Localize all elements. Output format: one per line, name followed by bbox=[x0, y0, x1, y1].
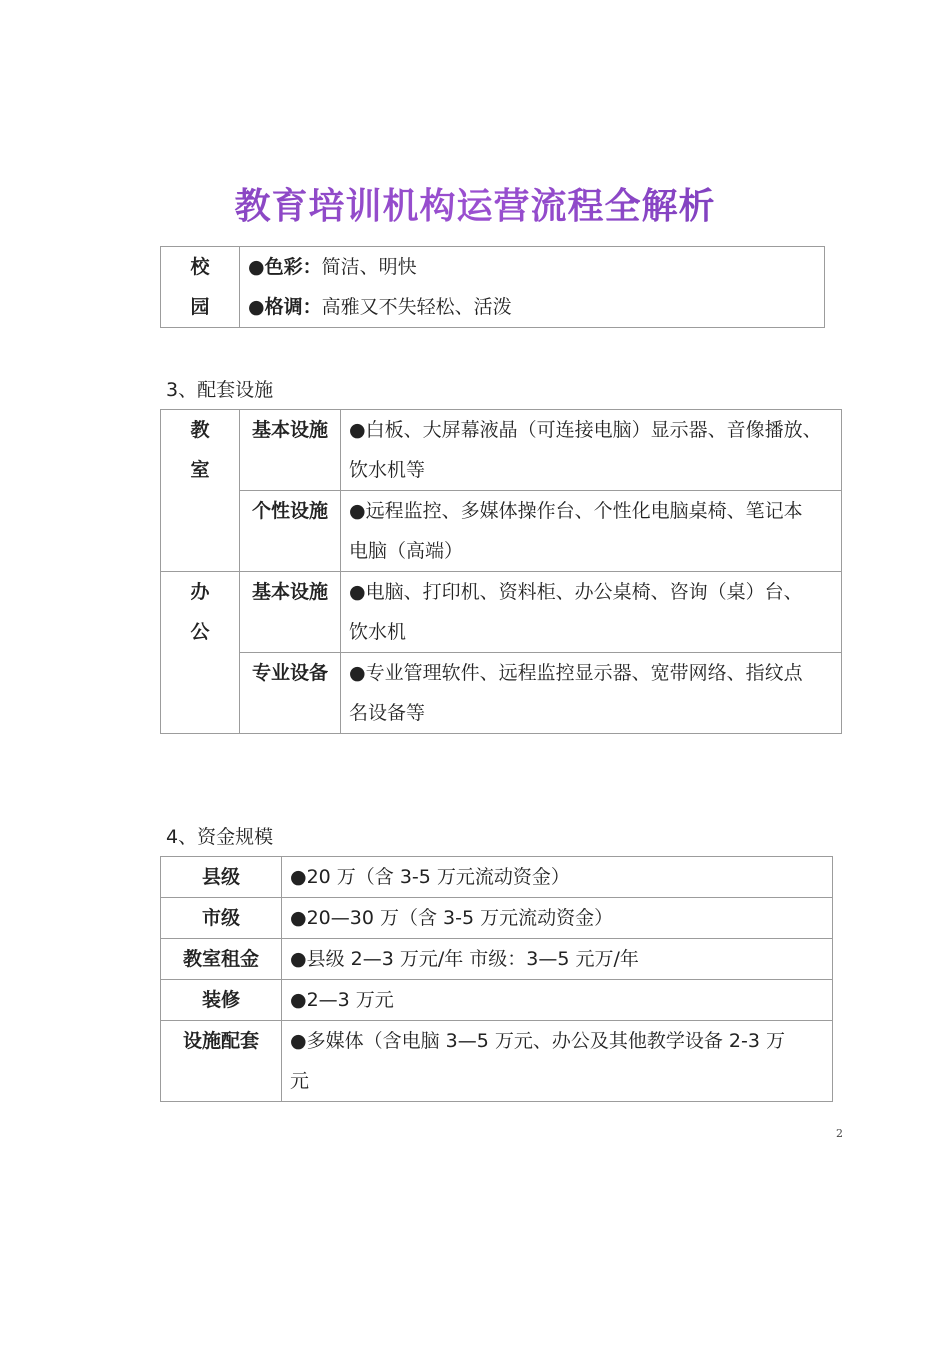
facilities-table bbox=[160, 409, 842, 734]
list-item bbox=[248, 247, 816, 287]
list-item bbox=[248, 287, 816, 327]
detail-line: ●专业管理软件、远程监控显示器、宽带网络、指纹点 bbox=[349, 662, 803, 684]
section-3-heading: 3、配套设施 bbox=[166, 379, 274, 401]
funding-value-cell: ●2—3 万元 bbox=[282, 980, 833, 1021]
facility-detail-cell bbox=[341, 491, 842, 572]
document-title: 教育培训机构运营流程全解析 bbox=[0, 178, 950, 229]
funding-label-cell: 设施配套 bbox=[161, 1021, 282, 1102]
table-row bbox=[161, 491, 842, 572]
facility-type-cell: 个性设施 bbox=[240, 491, 341, 572]
group-label-cell bbox=[161, 410, 240, 572]
campus-value: 高雅又不失轻松、活泼 bbox=[321, 296, 512, 318]
campus-content-cell bbox=[240, 247, 825, 328]
facility-type-cell: 基本设施 bbox=[240, 410, 341, 491]
detail-line: 名设备等 bbox=[349, 702, 426, 724]
facility-detail-cell bbox=[341, 572, 842, 653]
facility-detail-cell bbox=[341, 410, 842, 491]
detail-line: 饮水机等 bbox=[349, 459, 426, 481]
campus-value: 简洁、明快 bbox=[321, 256, 417, 278]
group-label-bottom: 公 bbox=[190, 621, 210, 643]
funding-table bbox=[160, 856, 833, 1102]
funding-value-cell bbox=[282, 1021, 833, 1102]
table-row bbox=[161, 898, 833, 939]
funding-value-cell: ●20—30 万（含 3-5 万元流动资金） bbox=[282, 898, 833, 939]
section-4-heading: 4、资金规模 bbox=[166, 826, 274, 848]
funding-value-cell: ●20 万（含 3-5 万元流动资金） bbox=[282, 857, 833, 898]
campus-label-top: 校 bbox=[190, 256, 210, 278]
facility-type-cell: 基本设施 bbox=[240, 572, 341, 653]
campus-key: 格调： bbox=[264, 296, 322, 318]
detail-line: 元 bbox=[290, 1070, 310, 1092]
facility-detail-cell bbox=[341, 653, 842, 734]
funding-label-cell: 县级 bbox=[161, 857, 282, 898]
table-row bbox=[161, 572, 842, 653]
group-label-top: 办 bbox=[190, 581, 210, 603]
campus-key: 色彩： bbox=[264, 256, 322, 278]
page-number: 2 bbox=[836, 1127, 843, 1140]
funding-label-cell: 装修 bbox=[161, 980, 282, 1021]
table-row bbox=[161, 247, 825, 328]
funding-value-cell: ●县级 2—3 万元/年 市级：3—5 元万/年 bbox=[282, 939, 833, 980]
detail-line: ●多媒体（含电脑 3—5 万元、办公及其他教学设备 2-3 万 bbox=[290, 1030, 785, 1052]
detail-line: ●电脑、打印机、资料柜、办公桌椅、咨询（桌）台、 bbox=[349, 581, 803, 603]
detail-line: 电脑（高端） bbox=[349, 540, 464, 562]
bullet: ● bbox=[248, 256, 265, 278]
detail-line: ●白板、大屏幕液晶（可连接电脑）显示器、音像播放、 bbox=[349, 419, 822, 441]
campus-table bbox=[160, 246, 825, 328]
table-row bbox=[161, 653, 842, 734]
detail-line: ●远程监控、多媒体操作台、个性化电脑桌椅、笔记本 bbox=[349, 500, 803, 522]
detail-line: 饮水机 bbox=[349, 621, 407, 643]
funding-label-cell: 教室租金 bbox=[161, 939, 282, 980]
group-label-top: 教 bbox=[190, 419, 210, 441]
table-row bbox=[161, 1021, 833, 1102]
table-row bbox=[161, 980, 833, 1021]
funding-label-cell: 市级 bbox=[161, 898, 282, 939]
group-label-bottom: 室 bbox=[190, 459, 210, 481]
campus-label-bottom: 园 bbox=[190, 296, 210, 318]
table-row bbox=[161, 939, 833, 980]
table-row bbox=[161, 857, 833, 898]
campus-label-cell bbox=[161, 247, 240, 328]
table-row bbox=[161, 410, 842, 491]
group-label-cell bbox=[161, 572, 240, 734]
facility-type-cell: 专业设备 bbox=[240, 653, 341, 734]
bullet: ● bbox=[248, 296, 265, 318]
